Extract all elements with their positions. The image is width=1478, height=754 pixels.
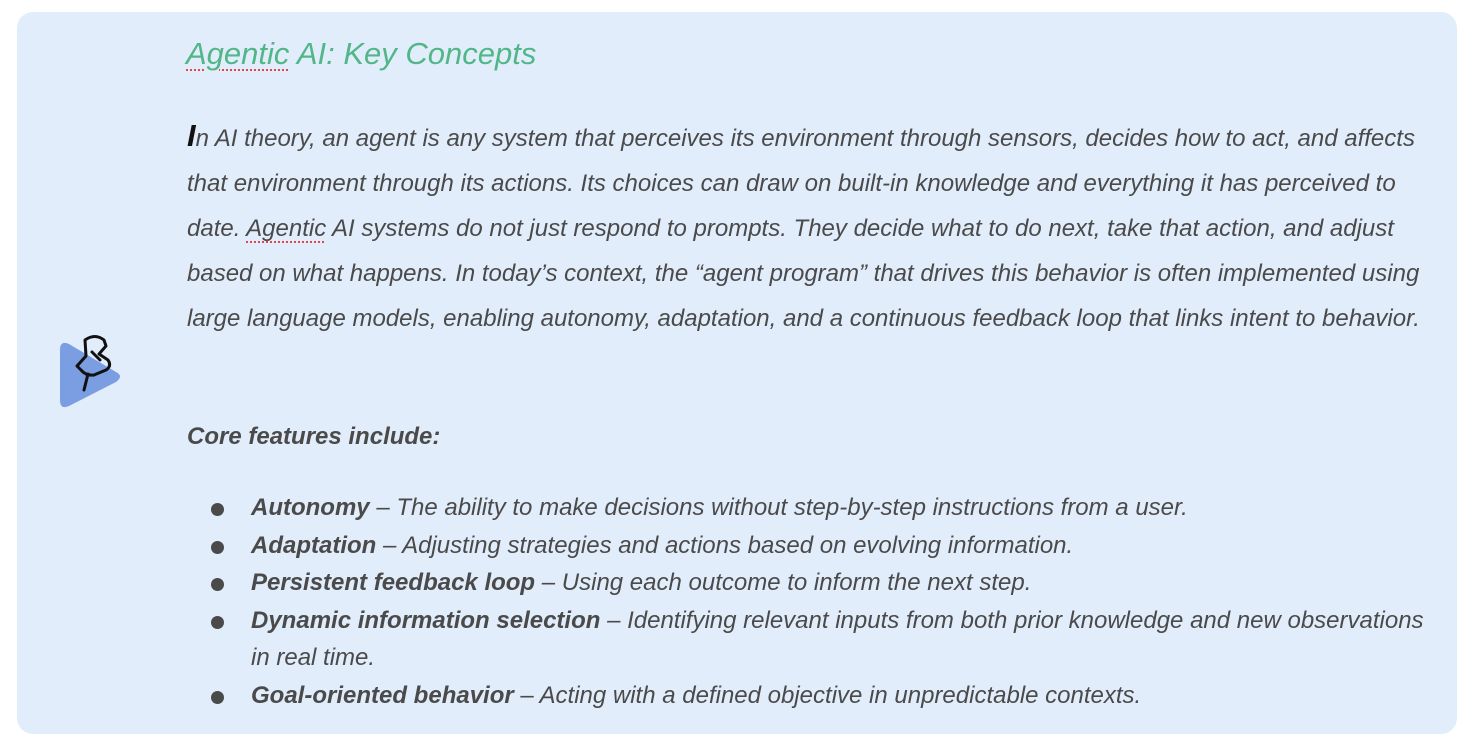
intro-text-part1: n AI theory, an agent is any system that perceives its environment through sensors, decides how to act, and affects that environment through its actions. Its choices can draw on built-in knowledge and everything it has perceived to date. <box>187 125 1415 242</box>
feature-description: – Using each outcome to inform the next step. <box>535 569 1032 596</box>
pushpin-icon <box>54 330 126 416</box>
bullet-icon <box>211 541 224 554</box>
callout-title <box>186 34 536 74</box>
feature-name: Dynamic information selection <box>251 606 601 634</box>
feature-item-autonomy <box>200 489 1430 527</box>
title-text: AI: Key Concepts <box>289 36 537 71</box>
feature-item-goal-oriented-behavior <box>200 677 1430 715</box>
feature-name: Goal-oriented behavior <box>251 681 514 709</box>
feature-name: Adaptation <box>251 531 377 559</box>
feature-description: – Adjusting strategies and actions based on evolving information. <box>376 531 1074 559</box>
feature-item-persistent-feedback-loop <box>200 564 1430 602</box>
feature-description: – Acting with a defined objective in unpredictable contexts. <box>513 681 1142 709</box>
bullet-icon <box>211 616 224 629</box>
title-flagged-word: Agentic <box>186 36 290 71</box>
intro-flagged-word: Agentic <box>246 215 327 242</box>
bullet-icon <box>211 578 224 591</box>
feature-name: Autonomy <box>251 494 370 521</box>
intro-paragraph <box>187 113 1449 341</box>
intro-text-part2: AI systems do not just respond to prompts. They decide what to do next, take that action, and adjust based on what happens. In today’s context, the “agent program” that drives this behavior is often implemented using large language models, enabling autonomy, adaptation, and a continuous feedback loop that links intent to behavior. <box>187 215 1420 332</box>
bullet-icon <box>211 503 224 516</box>
feature-name: Persistent feedback loop <box>251 569 536 596</box>
drop-cap: I <box>187 118 196 153</box>
feature-description: – Identifying relevant inputs from both prior knowledge and new observations in real time. <box>251 606 1424 671</box>
features-list <box>200 489 1430 714</box>
bullet-icon <box>211 691 224 704</box>
feature-item-adaptation <box>200 527 1430 565</box>
feature-item-dynamic-information-selection <box>200 602 1430 677</box>
features-heading: Core features include: <box>187 423 441 450</box>
feature-description: – The ability to make decisions without step-by-step instructions from a user. <box>369 494 1188 521</box>
